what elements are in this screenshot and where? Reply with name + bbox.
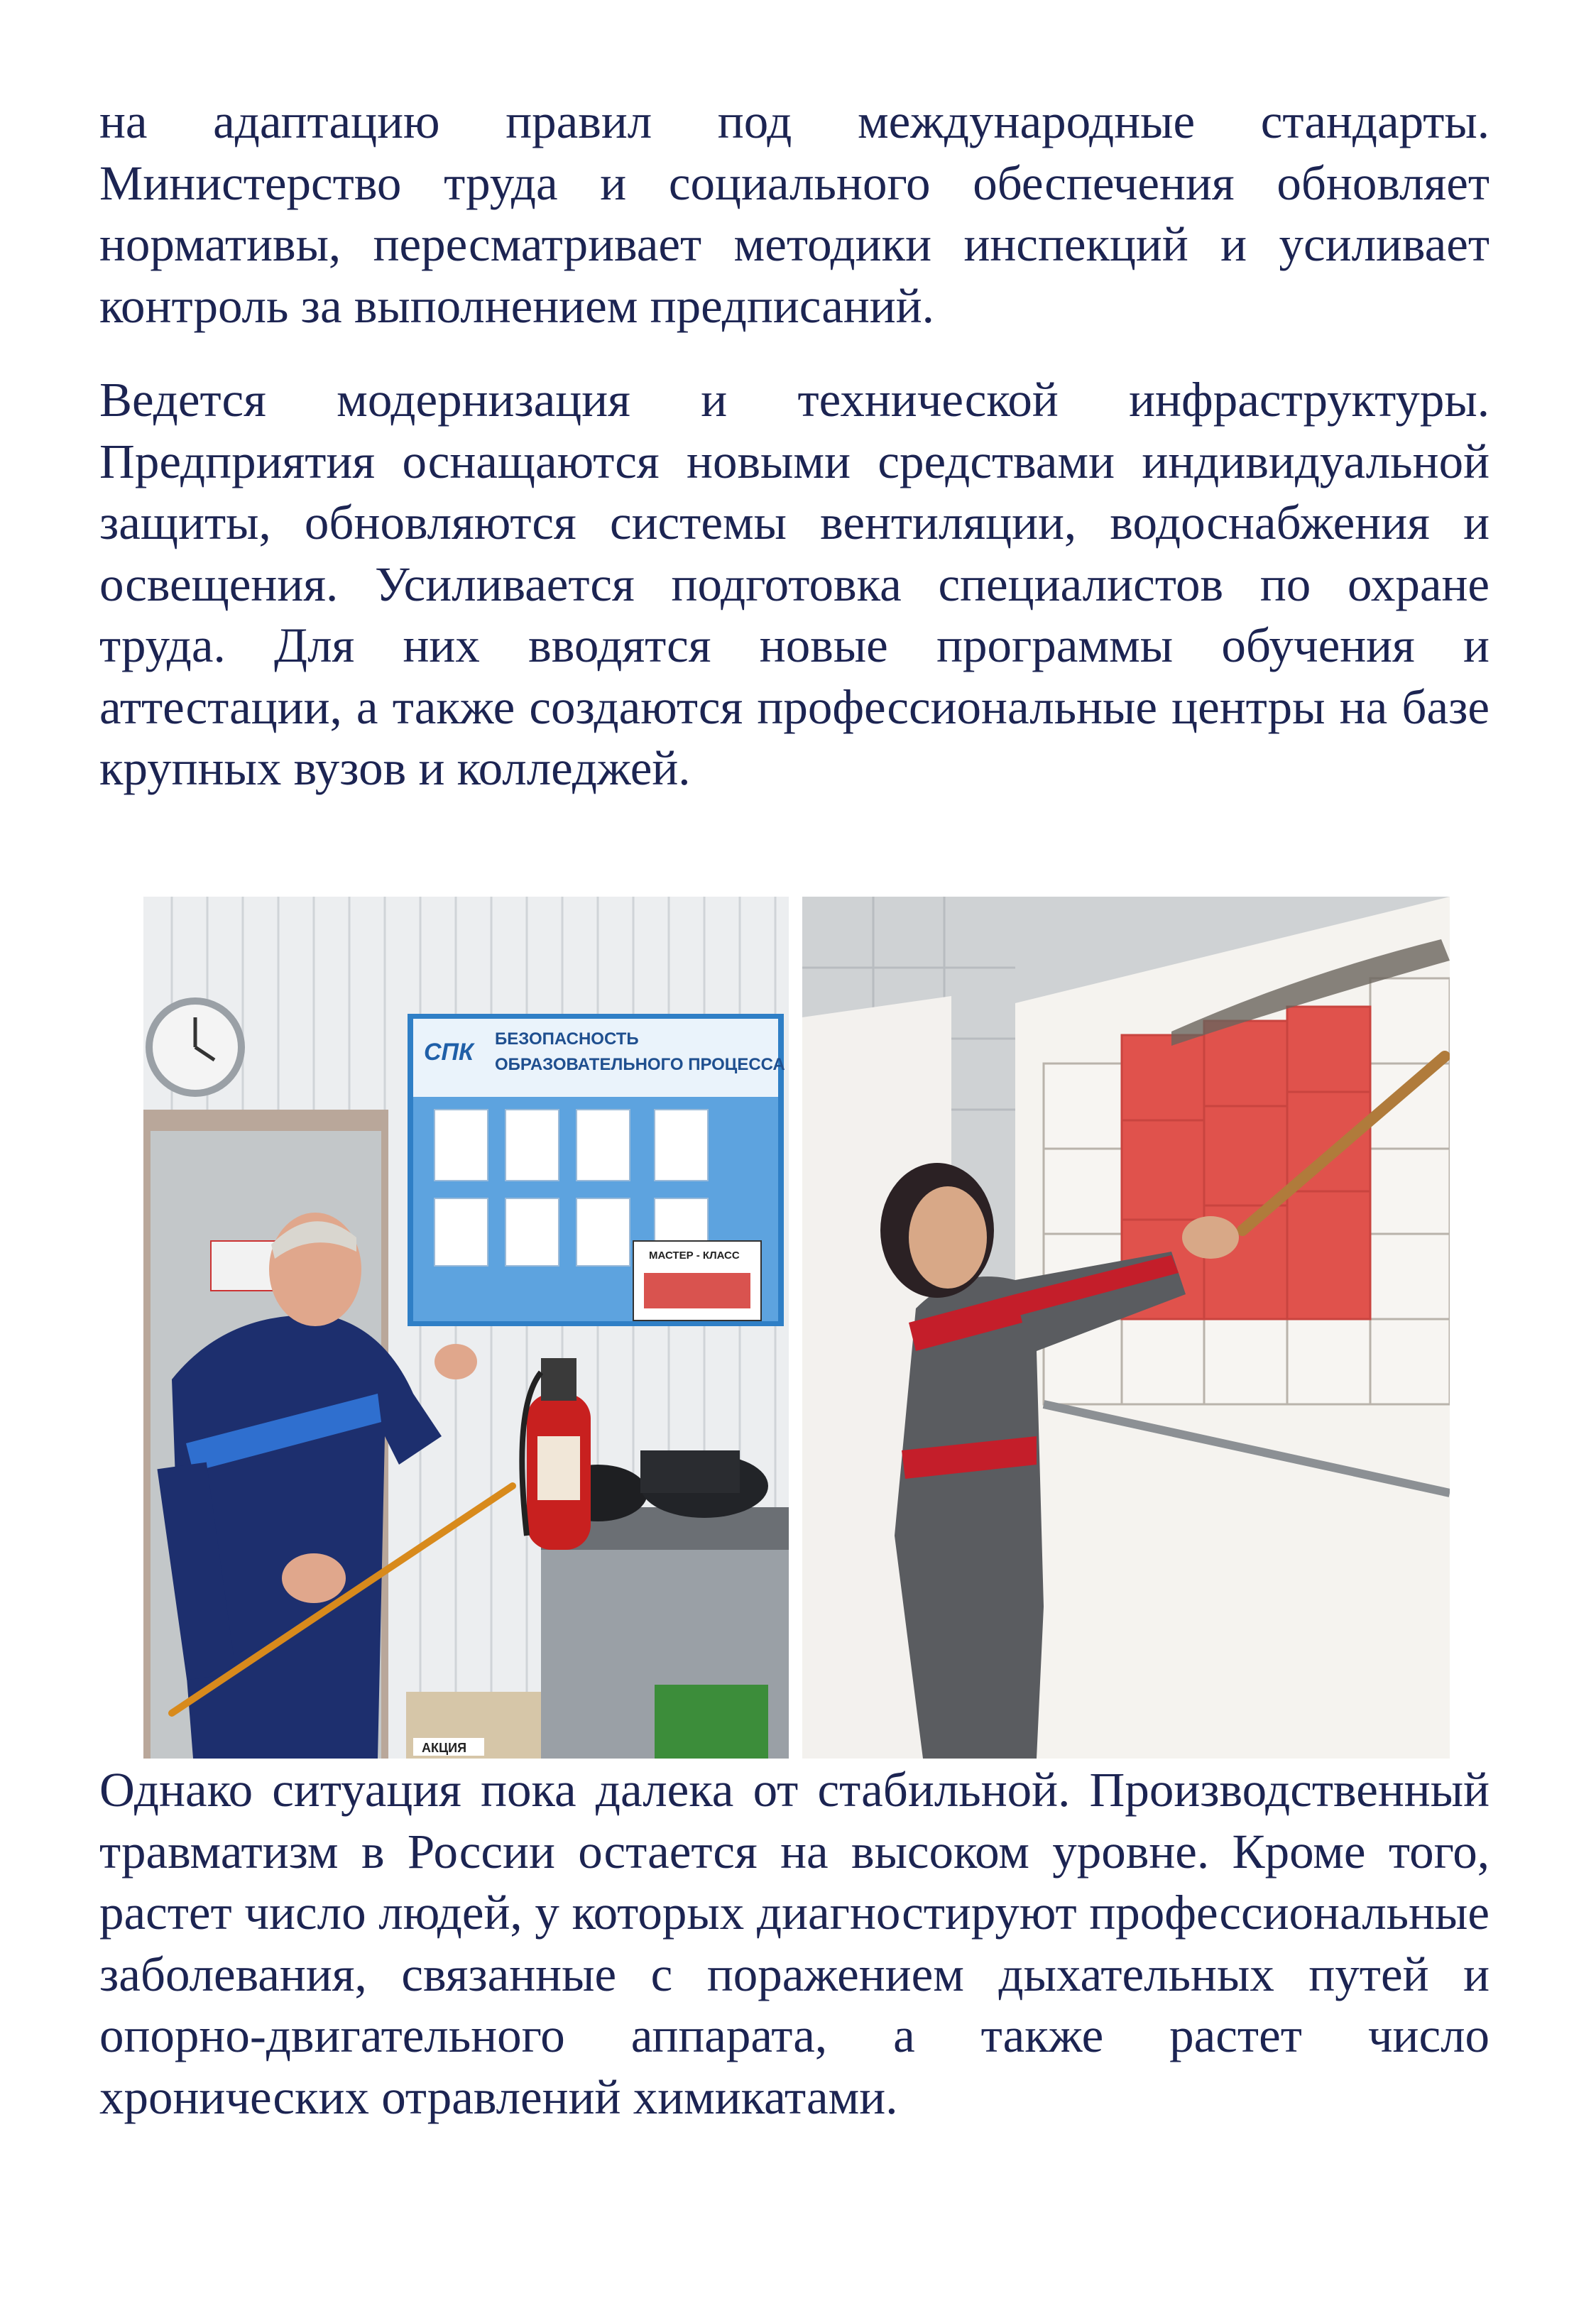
poster-logo: СПК [424, 1039, 474, 1066]
safety-poster [408, 1014, 785, 1326]
photo-fire-extinguisher-illustration [143, 897, 789, 1759]
paragraph-2: Ведется модернизация и технической инфраструктуры. Предприятия оснащаются новыми средствами индивидуальной защиты, обновляются системы вентиляции, водоснабжения и освещения. Усиливается подготовка специалистов по охране труда. Для них вводятся новые программы обучения и аттестации, а также создаются профессиональные центры на базе крупных вузов и колледжей. [99, 373, 1490, 795]
poster-title-line1: БЕЗОПАСНОСТЬ [495, 1029, 639, 1049]
paragraph-1: на адаптацию правил под международные стандарты. Министерство труда и социального обеспечения обновляет нормативы, пересматривает методики инспекций и усиливает контроль за выполнением предписаний. [99, 94, 1490, 333]
clock-icon [146, 997, 245, 1097]
poster-title-line2: ОБРАЗОВАТЕЛЬНОГО ПРОЦЕССА [495, 1055, 785, 1074]
photo-fire-extinguisher-lesson [143, 897, 789, 1759]
photo-tile-laying-illustration [802, 897, 1450, 1759]
box-label: АКЦИЯ [422, 1741, 467, 1755]
paragraph-3: Однако ситуация пока далека от стабильной. Производственный травматизм в России остается на высоком уровне. Кроме того, растет число людей, у которых диагностируют профессиональные заболевания, связанные с поражением дыхательных путей и опорно-двигательного аппарата, а также растет число хронических отравлений химикатами. [99, 1763, 1490, 2124]
master-class-sign: МАСТЕР - КЛАСС [649, 1250, 740, 1262]
photo-tile-laying-lesson [802, 897, 1450, 1759]
